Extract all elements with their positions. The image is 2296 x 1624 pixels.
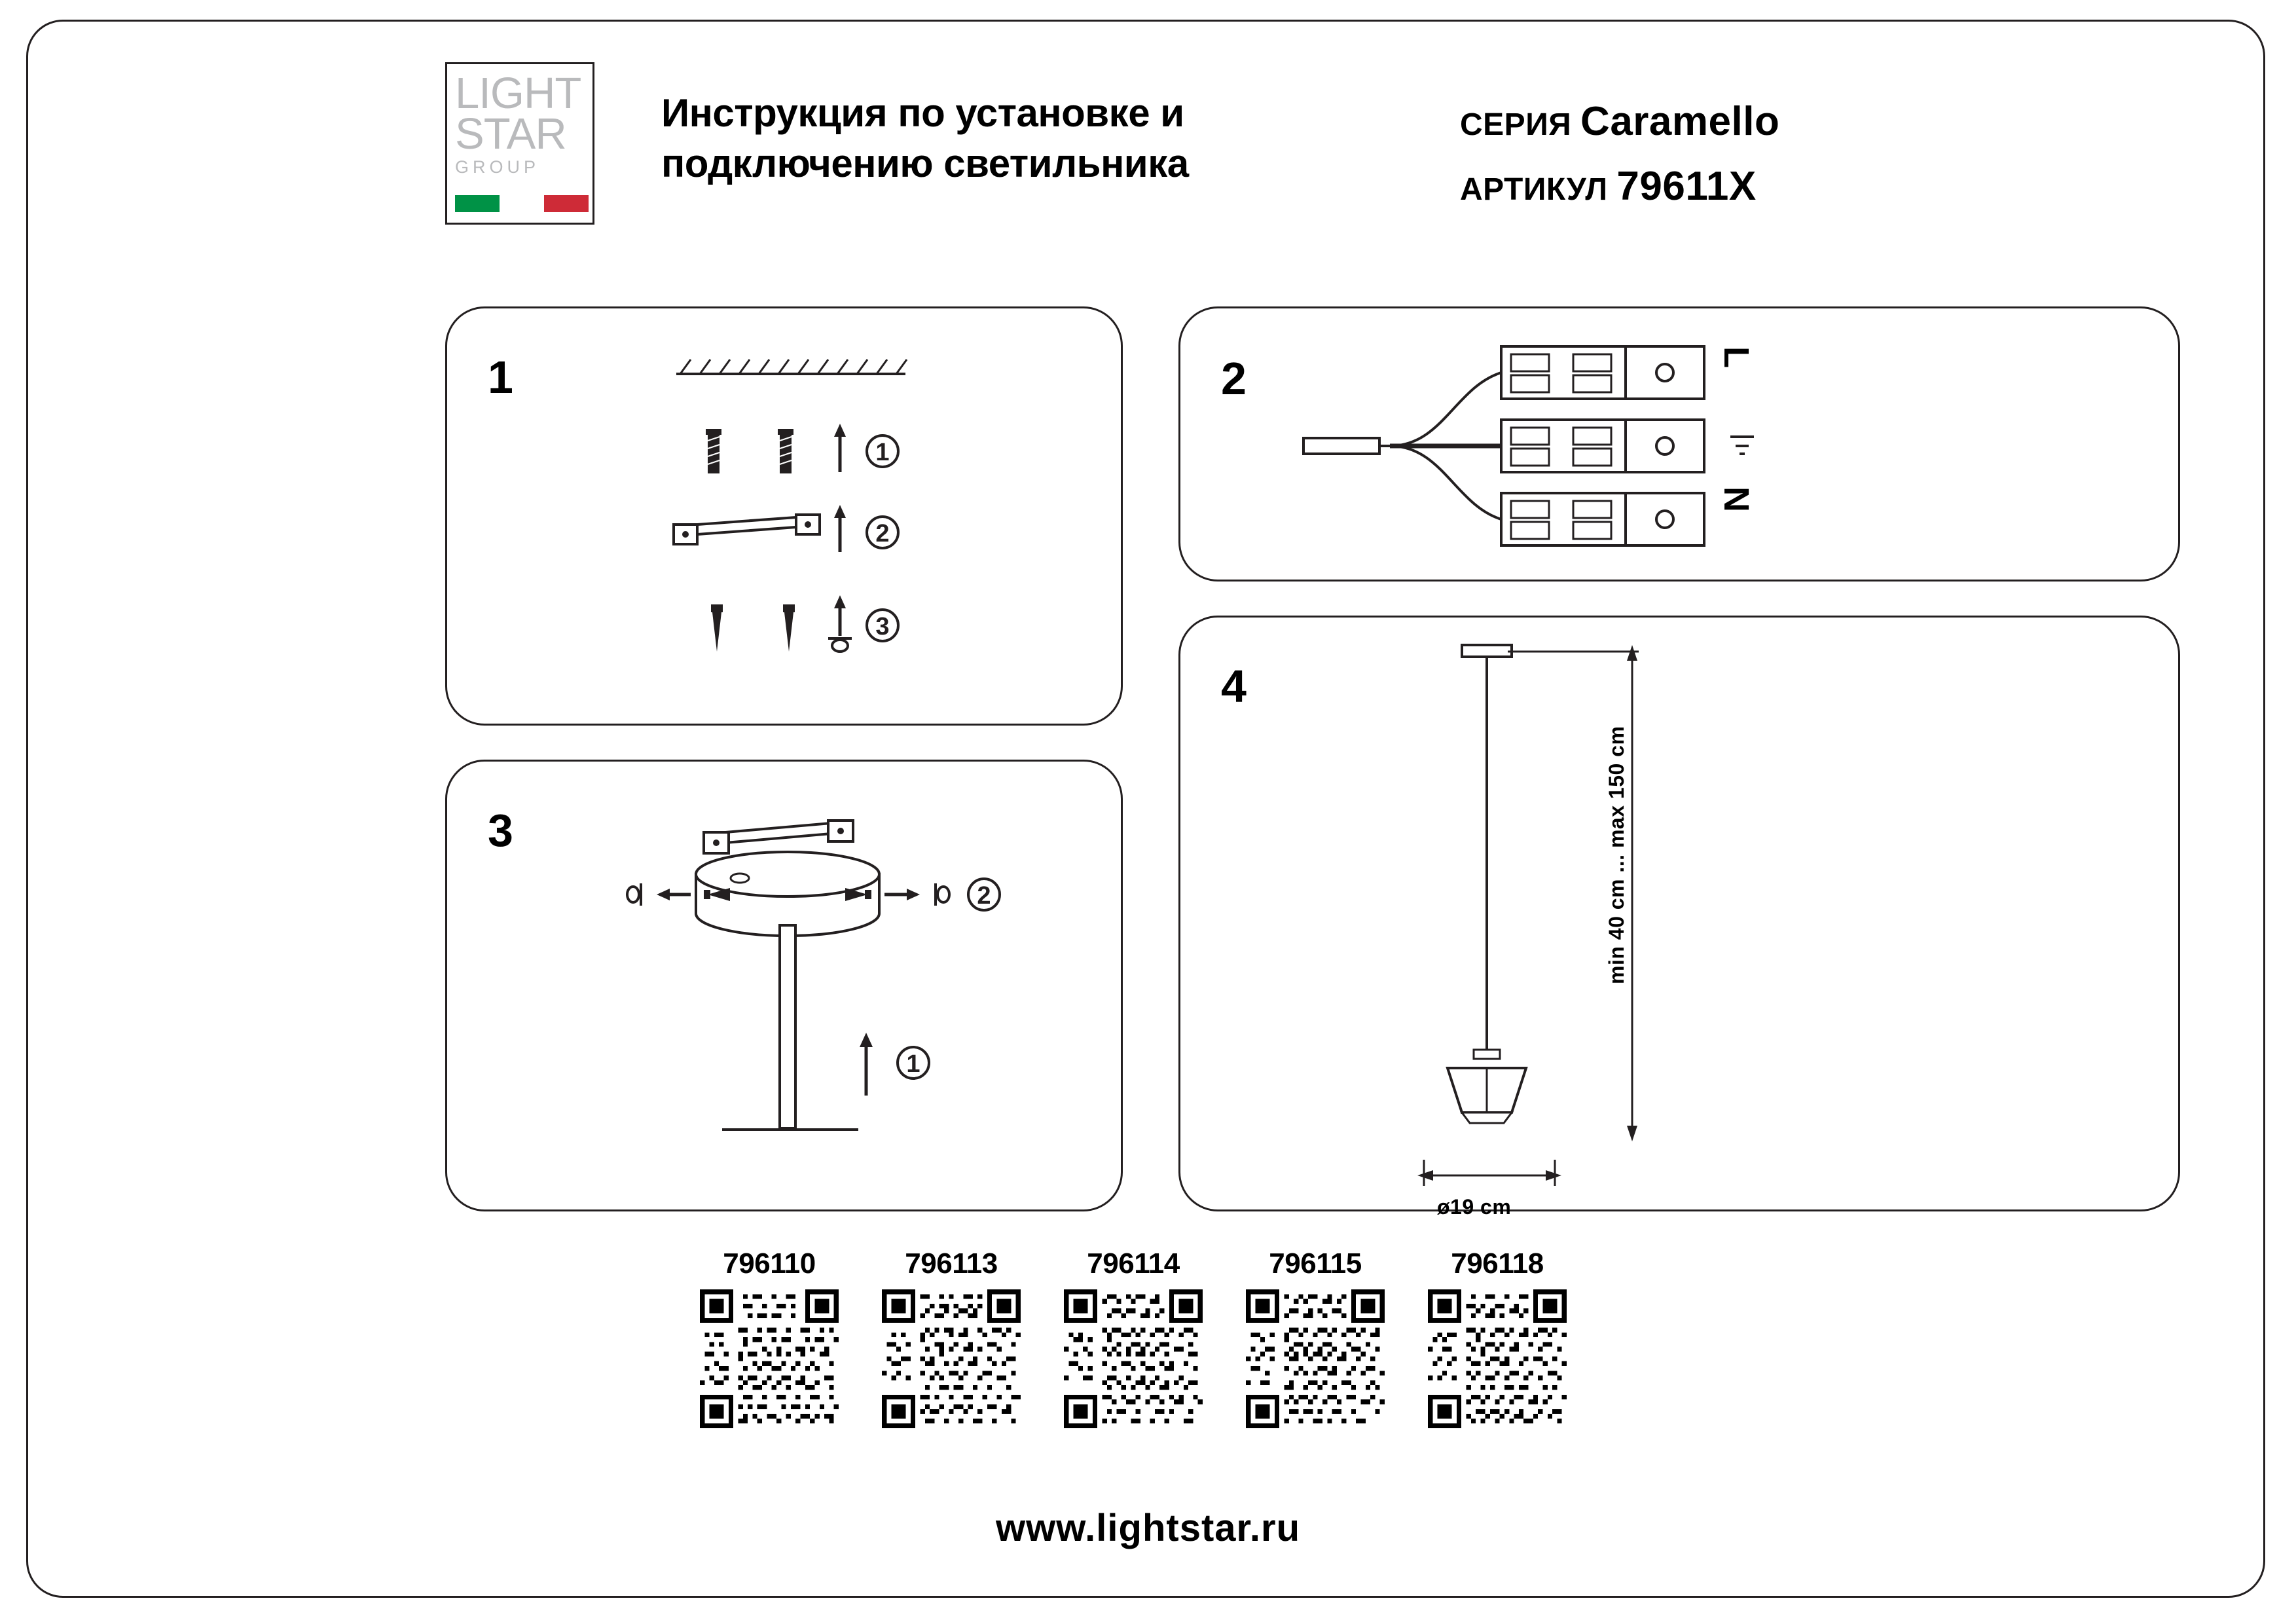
list-item[interactable] <box>1240 1247 1391 1431</box>
terminal-block <box>1501 346 1704 545</box>
step-panel-2 <box>1178 306 2180 581</box>
qr-code-icon[interactable] <box>1058 1289 1209 1428</box>
logo-line-3: GROUP <box>455 157 540 177</box>
step-2-diagram <box>1180 308 2182 583</box>
qr-code-list <box>694 1247 1630 1431</box>
logo-wordmark <box>455 69 590 177</box>
height-range-label: min 40 cm ... max 150 cm <box>1605 726 1628 984</box>
pendant-lantern <box>1448 1050 1526 1123</box>
qr-code-label: 796118 <box>1451 1247 1544 1280</box>
page-title <box>661 88 1408 189</box>
svg-text:1: 1 <box>906 1050 920 1078</box>
mounting-bracket-shape <box>674 515 820 544</box>
list-item[interactable] <box>1422 1247 1573 1431</box>
article-row <box>1460 163 2180 210</box>
qr-code-icon[interactable] <box>876 1289 1027 1428</box>
step-number-1: 1 <box>488 352 513 403</box>
article-code: 79611X <box>1616 164 1757 209</box>
step-panel-4 <box>1178 616 2180 1219</box>
footer-website-url[interactable]: www.lightstar.ru <box>995 1507 1301 1549</box>
svg-text:1: 1 <box>875 439 890 466</box>
qr-code-label: 796110 <box>723 1247 816 1280</box>
svg-text:2: 2 <box>875 520 890 547</box>
list-item[interactable] <box>1058 1247 1209 1431</box>
step-number-2: 2 <box>1221 353 1247 404</box>
brand-logo <box>445 62 594 225</box>
screw-right <box>783 604 795 652</box>
terminal-label-L: L <box>1717 346 1756 368</box>
logo-line-1: LIGHT <box>455 69 581 118</box>
qr-code-icon[interactable] <box>1422 1289 1573 1428</box>
screw-left <box>711 604 723 652</box>
qr-code-label: 796113 <box>905 1247 998 1280</box>
list-item[interactable] <box>694 1247 845 1431</box>
diameter-label: ø19 cm <box>1437 1195 1512 1219</box>
qr-code-icon[interactable] <box>1240 1289 1391 1428</box>
step-number-3: 3 <box>488 805 513 856</box>
logo-line-2: STAR <box>455 109 566 158</box>
page-title-line-2: подключению светильника <box>661 141 1189 185</box>
series-name: Caramello <box>1580 99 1780 144</box>
step-panel-1 <box>445 306 1123 726</box>
step-1-diagram <box>447 308 1125 728</box>
article-prefix-label: АРТИКУЛ <box>1460 172 1608 207</box>
product-identification <box>1460 98 2180 210</box>
step-4-diagram <box>1180 618 2182 1213</box>
qr-code-label: 796114 <box>1087 1247 1180 1280</box>
wall-plug-left <box>706 429 721 473</box>
series-prefix-label: СЕРИЯ <box>1460 107 1572 142</box>
ground-symbol-icon <box>1730 437 1754 454</box>
terminal-label-N: N <box>1717 487 1756 512</box>
list-item[interactable] <box>876 1247 1027 1431</box>
step-3-diagram <box>447 762 1125 1213</box>
series-row <box>1460 98 2180 145</box>
qr-code-icon[interactable] <box>694 1289 845 1428</box>
italian-flag-icon <box>455 195 589 212</box>
step-panel-3 <box>445 760 1123 1211</box>
page-title-line-1: Инструкция по установке и <box>661 91 1184 135</box>
step-number-4: 4 <box>1221 661 1247 712</box>
qr-code-label: 796115 <box>1269 1247 1362 1280</box>
svg-text:2: 2 <box>977 882 991 910</box>
wall-plug-right <box>778 429 793 473</box>
mounting-bracket-shape <box>704 821 853 853</box>
svg-text:3: 3 <box>875 613 890 640</box>
